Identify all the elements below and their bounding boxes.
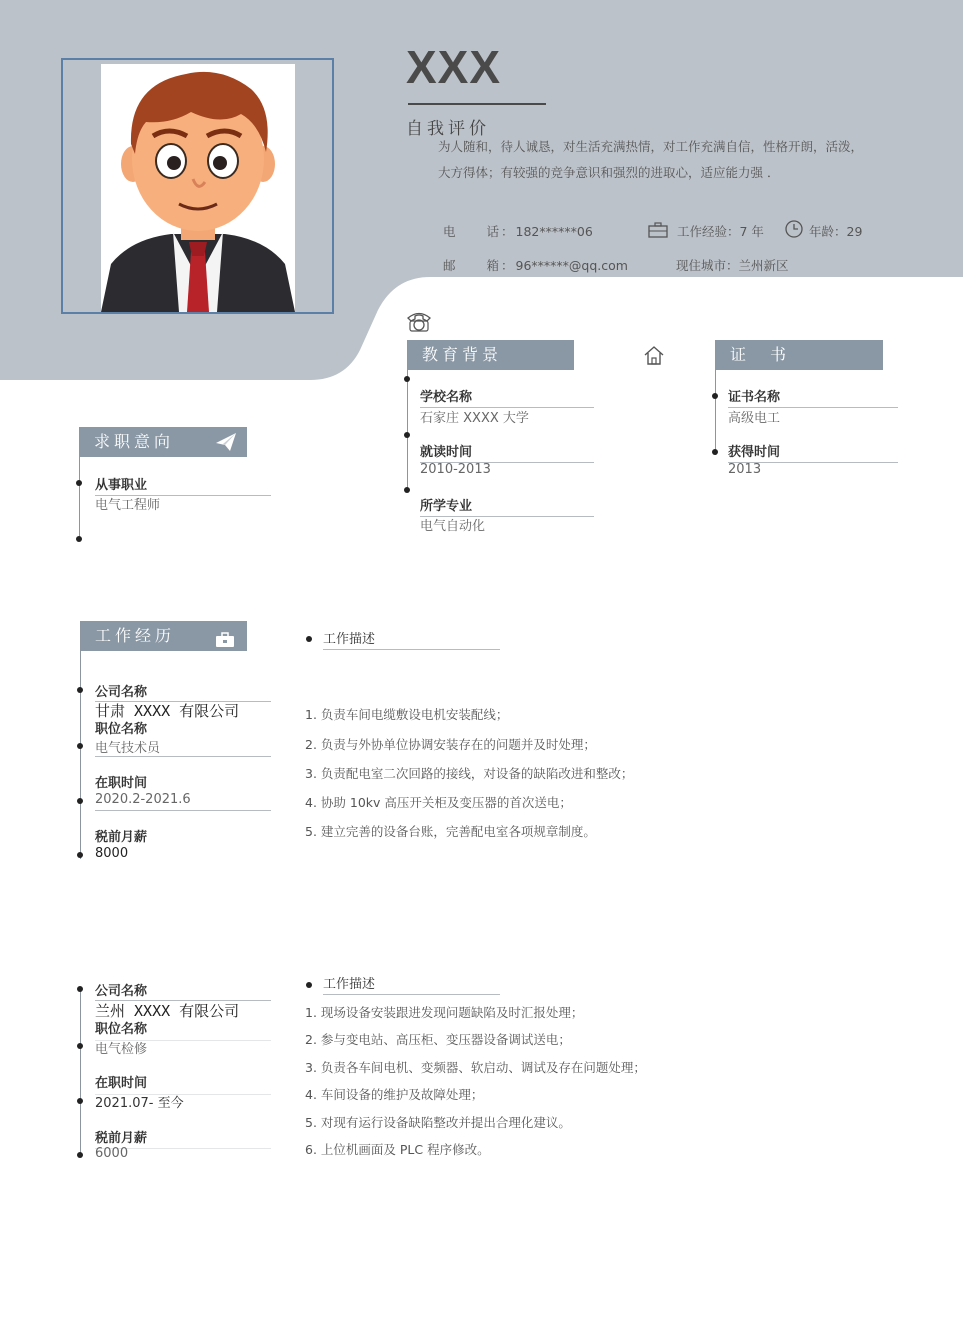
briefcase-icon [648,222,668,238]
clock-icon [785,220,803,238]
job1-duty-3: 3. 负责配电室二次回路的接线，对设备的缺陷改进和整改； [305,766,634,781]
education-timeline [407,340,408,492]
major-value: 电气自动化 [420,519,486,534]
school-label: 学校名称 [420,390,473,405]
job1-salary-value: 8000 [95,846,129,861]
paper-plane-icon [215,432,237,462]
job-intent-title: 求职意向 [94,432,175,451]
job2-company-value: 兰州 XXXX 有限公司 [95,1002,240,1020]
divider [95,756,271,757]
job1-period-value: 2020.2-2021.6 [95,792,191,807]
job2-company-label: 公司名称 [95,984,148,999]
timeline-dot [77,1152,83,1158]
job1-position-label: 职位名称 [95,722,148,737]
timeline-dot [404,376,410,382]
phone-value: 182******06 [515,224,593,239]
job1-company-value: 甘肃 XXXX 有限公司 [95,702,240,720]
timeline-dot [76,536,82,542]
education-title: 教育背景 [422,345,503,364]
work-timeline-1 [80,621,81,859]
timeline-dot [404,432,410,438]
timeline-dot [404,487,410,493]
candidate-name: XXX [406,41,502,93]
divider [323,649,500,650]
job2-duty-2: 2. 参与变电站、高压柜、变压器设备调试送电； [305,1032,571,1047]
major-label: 所学专业 [420,499,473,514]
divider [95,1040,271,1041]
divider [95,810,271,811]
email-value: 96******@qq.com [515,258,628,273]
job1-duty-2: 2. 负责与外协单位协调安装存在的问题并及时处理； [305,737,596,752]
timeline-dot [77,798,83,804]
occupation-value: 电气工程师 [95,498,161,513]
timeline-dot [712,449,718,455]
self-eval-line-1: 为人随和，待人诚恳，对生活充满热情，对工作充满自信，性格开朗，活泼， [438,139,864,154]
job2-duty-5: 5. 对现有运行设备缺陷整改并提出合理化建议。 [305,1115,571,1130]
cartoon-man-illustration [101,64,295,312]
occupation-label: 从事职业 [95,478,148,493]
phone-label: 电 话： [443,224,516,239]
job1-duty-1: 1. 负责车间电缆敷设电机安装配线； [305,707,509,722]
certificate-title-bar [716,340,883,370]
work-title: 工作经历 [95,626,176,645]
job2-period-label: 在职时间 [95,1076,148,1091]
job1-duty-5: 5. 建立完善的设备台账，完善配电室各项规章制度。 [305,824,596,839]
job2-duty-3: 3. 负责各车间电机、变频器、软启动、调试及存在问题处理； [305,1060,646,1075]
education-title-bar [408,340,574,370]
job1-duty-4: 4. 协助 10kv 高压开关柜及变压器的首次送电； [305,795,572,810]
job1-position-value: 电气技术员 [95,741,161,756]
timeline-dot [77,687,83,693]
job2-duty-4: 4. 车间设备的维护及故障处理； [305,1087,484,1102]
school-value: 石家庄 XXXX 大学 [420,411,529,426]
timeline-dot [77,1098,83,1104]
period-value: 2010-2013 [420,462,491,477]
work-timeline-2 [80,988,81,1156]
timeline-dot [77,852,83,858]
timeline-dot [76,480,82,486]
job2-desc-title: 工作描述 [323,977,376,992]
phone-field [443,222,593,240]
job1-salary-label: 税前月薪 [95,830,148,845]
job1-desc-title: 工作描述 [323,632,376,647]
email-field [443,256,628,274]
timeline-dot [712,393,718,399]
telephone-icon [406,309,432,333]
job2-salary-label: 税前月薪 [95,1131,148,1146]
experience-field: 工作经验：7 年 [677,224,764,239]
job2-period-value: 2021.07- 至今 [95,1096,184,1111]
timeline-dot [77,1043,83,1049]
desc-bullet [306,982,312,988]
name-underline [408,103,546,105]
self-eval-line-2: 大方得体；有较强的竞争意识和强烈的进取心，适应能力强 ． [438,165,780,180]
self-eval-title: 自我评价 [406,119,490,139]
work-title-bar [81,621,247,651]
period-label: 就读时间 [420,445,473,460]
avatar [101,64,295,312]
cert-name-label: 证书名称 [728,390,781,405]
job2-duty-6: 6. 上位机画面及 PLC 程序修改。 [305,1142,490,1157]
job1-company-label: 公司名称 [95,685,148,700]
email-label: 邮 箱： [443,258,516,273]
briefcase-icon [215,628,235,658]
cert-date-label: 获得时间 [728,445,781,460]
cert-date-value: 2013 [728,462,762,477]
divider [323,994,500,995]
cert-name-value: 高级电工 [728,411,781,426]
timeline-dot [77,986,83,992]
age-field: 年龄：29 [809,224,863,239]
city-field: 现住城市：兰州新区 [676,258,789,273]
job2-duty-1: 1. 现场设备安装跟进发现问题缺陷及时汇报处理； [305,1005,584,1020]
job-intent-title-bar [80,427,247,457]
job1-period-label: 在职时间 [95,776,148,791]
job2-position-label: 职位名称 [95,1022,148,1037]
home-icon [643,344,665,366]
timeline-dot [77,743,83,749]
job2-salary-value: 6000 [95,1146,129,1161]
desc-bullet [306,636,312,642]
certificate-title: 证 书 [730,345,791,364]
job2-position-value: 电气检修 [95,1042,148,1057]
